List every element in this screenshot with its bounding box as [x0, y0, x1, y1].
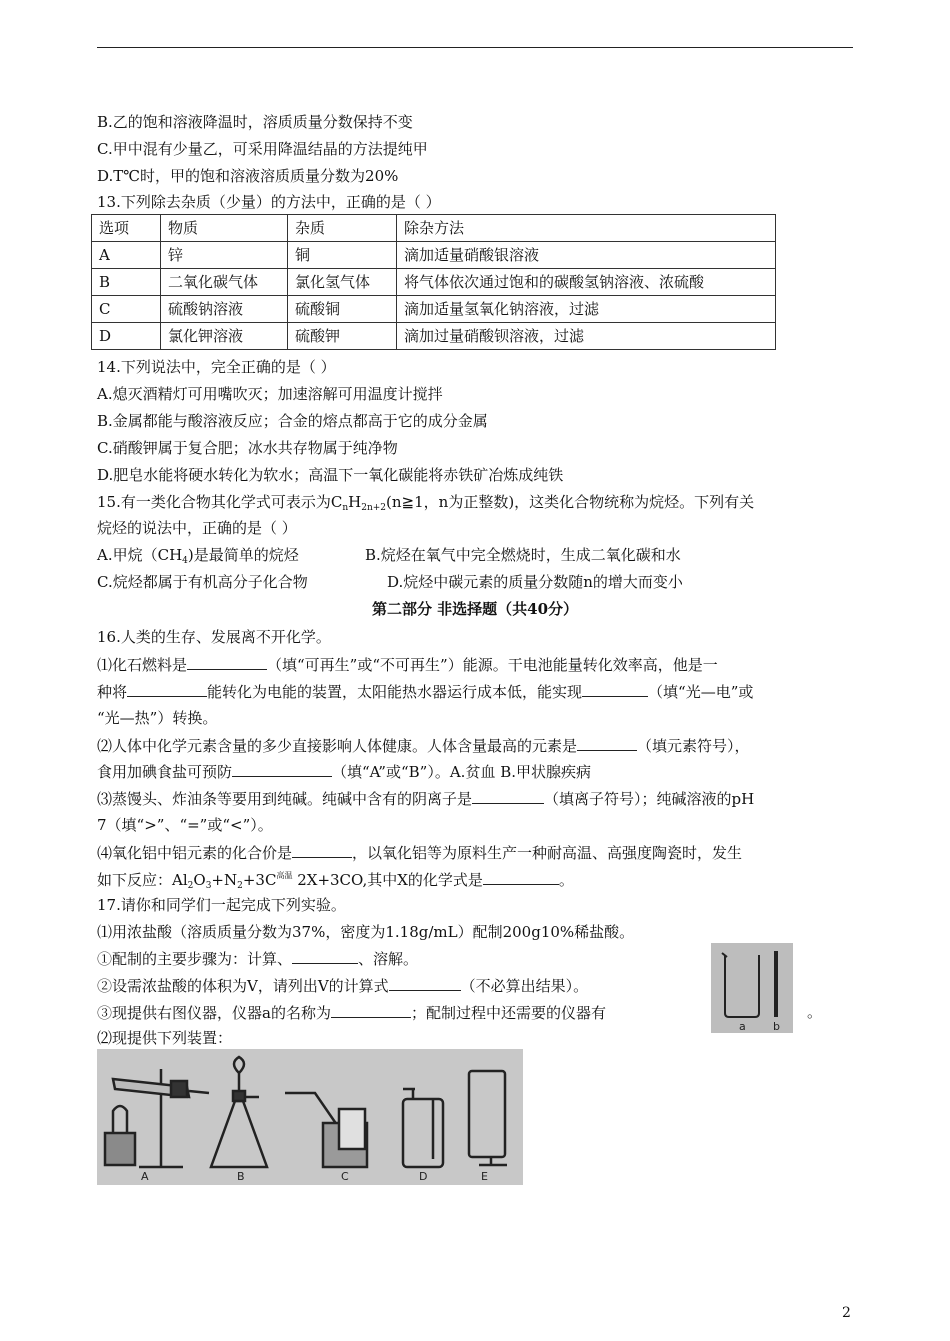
q17-step1: [97, 948, 418, 969]
apparatus-label: C: [341, 1170, 349, 1183]
q16-part3: [97, 788, 754, 809]
table-header-cell: 选项: [92, 215, 161, 242]
answer-blank[interactable]: [483, 869, 559, 885]
apparatus-label: A: [141, 1170, 149, 1183]
answer-blank[interactable]: [232, 761, 332, 777]
table-cell: 将气体依次通过饱和的碳酸氢钠溶液、浓硫酸: [397, 269, 776, 296]
table-header-cell: 除杂方法: [397, 215, 776, 242]
q14-option-c: C.硝酸钾属于复合肥；冰水共存物属于纯净物: [97, 439, 398, 457]
q15-option-c: C.烷烃都属于有机高分子化合物: [97, 573, 308, 591]
beaker-rod-figure: [711, 943, 793, 1033]
q16-part4-equation: [97, 869, 574, 896]
q16-text: （填离子符号）；纯碱溶液的pH: [544, 790, 755, 808]
q17-part2: ⑵现提供下列装置：: [97, 1029, 233, 1047]
answer-blank[interactable]: [127, 681, 207, 697]
table-row: [92, 242, 776, 269]
q16-text: （填“可再生”或“不可再生”）能源。干电池能量转化效率高，他是一: [267, 656, 718, 674]
header-rule: [97, 47, 853, 48]
q15-stem-line2: 烷烃的说法中，正确的是（ ）: [97, 519, 297, 537]
equation-subscript: 2: [237, 881, 243, 891]
q16-text: （填“光—电”或: [648, 683, 754, 701]
q14-option-d: D.肥皂水能将硬水转化为软水；高温下一氧化碳能将赤铁矿冶炼成纯铁: [97, 466, 564, 484]
table-header-cell: 杂质: [288, 215, 397, 242]
answer-blank[interactable]: [389, 975, 461, 991]
apparatus-label: E: [481, 1170, 488, 1183]
equation-subscript: 3: [205, 881, 212, 891]
q17-text: ②设需浓盐酸的体积为V，请列出V的计算式: [97, 977, 389, 995]
table-cell: A: [92, 242, 161, 269]
apparatus-label: D: [419, 1170, 428, 1183]
q17-text: ③现提供右图仪器，仪器a的名称为: [97, 1004, 331, 1022]
q15-option-d: D.烷烃中碳元素的质量分数随n的增大而变小: [387, 573, 683, 591]
beaker-icon: [725, 955, 759, 1017]
table-cell: C: [92, 296, 161, 323]
answer-blank[interactable]: [292, 948, 358, 964]
table-cell: 锌: [161, 242, 288, 269]
table-cell: 滴加过量硝酸钡溶液，过滤: [397, 323, 776, 350]
q17-step2: [97, 975, 588, 996]
answer-blank[interactable]: [472, 788, 544, 804]
table-cell: 滴加适量氢氧化钠溶液，过滤: [397, 296, 776, 323]
equation-text: O: [193, 871, 206, 889]
q16-text: ⑶蒸馒头、炸油条等要用到纯碱。纯碱中含有的阴离子是: [97, 790, 473, 808]
beaker-rod-drawing: [711, 943, 793, 1033]
answer-blank[interactable]: [292, 842, 352, 858]
apparatus-b-icon: [211, 1057, 267, 1167]
answer-blank[interactable]: [187, 654, 267, 670]
table-row: [92, 323, 776, 350]
table-header-row: [92, 215, 776, 242]
equation-text: +3C: [242, 871, 277, 889]
q15-stem-text: (n≧1，n为正整数)，这类化合物统称为烷烃。下列有关: [386, 493, 755, 511]
q17-step3-end: 。: [807, 1003, 823, 1021]
q16-text: ，以氧化铝等为原料生产一种耐高温、高强度陶瓷时，发生: [352, 844, 743, 862]
q15-formula-h: H: [348, 493, 362, 511]
q15-subscript: 2n+2: [361, 503, 387, 513]
q15-option-a-text: )是最简单的烷烃: [187, 546, 299, 564]
q17-step3: [97, 1002, 606, 1023]
table-row: [92, 269, 776, 296]
equation-text: +N: [211, 871, 238, 889]
apparatus-c-icon: [285, 1093, 367, 1167]
apparatus-label: B: [237, 1170, 245, 1183]
q15-option-b: B.烷烃在氧气中完全燃烧时，生成二氧化碳和水: [365, 546, 681, 564]
q16-text: 种将: [97, 683, 128, 701]
q16-text: 能转化为电能的装置，太阳能热水器运行成本低，能实现: [207, 683, 583, 701]
q13-stem: 13.下列除去杂质（少量）的方法中，正确的是（ ）: [97, 193, 441, 211]
equation-text: 如下反应：Al: [97, 871, 188, 889]
q16-text: ⑴化石燃料是: [97, 656, 188, 674]
q17-part1: ⑴用浓盐酸（溶质质量分数为37%，密度为1.18g/mL）配制200g10%稀盐酸。: [97, 923, 635, 941]
q12-option-d: D.T℃时，甲的饱和溶液溶质质量分数为20%: [97, 167, 399, 185]
q15-option-a-text: A.甲烷（CH: [97, 546, 183, 564]
q14-option-b: B.金属都能与酸溶液反应；合金的熔点都高于它的成分金属: [97, 412, 488, 430]
q16-stem: 16.人类的生存、发展离不开化学。: [97, 628, 331, 646]
q16-text: ⑵人体中化学元素含量的多少直接影响人体健康。人体含量最高的元素是: [97, 737, 578, 755]
table-cell: B: [92, 269, 161, 296]
q13-table: [91, 214, 776, 350]
table-cell: D: [92, 323, 161, 350]
equation-text: 。: [558, 871, 574, 889]
q17-stem: 17.请你和同学们一起完成下列实验。: [97, 896, 346, 914]
answer-blank[interactable]: [331, 1002, 411, 1018]
q16-part1-line2: [97, 681, 753, 702]
q16-text: 食用加碘食盐可预防: [97, 763, 233, 781]
q12-option-c: C.甲中混有少量乙，可采用降温结晶的方法提纯甲: [97, 140, 428, 158]
answer-blank[interactable]: [582, 681, 648, 697]
glass-rod-icon: [774, 951, 778, 1017]
table-header-cell: 物质: [161, 215, 288, 242]
q14-stem: 14.下列说法中，完全正确的是（ ）: [97, 358, 336, 376]
q15-stem-text: 15.有一类化合物其化学式可表示为C: [97, 493, 343, 511]
table-cell: 硫酸钠溶液: [161, 296, 288, 323]
q16-part1-line3: “光—热”）转换。: [97, 709, 218, 727]
table-cell: 铜: [288, 242, 397, 269]
figure-label: b: [773, 1020, 780, 1033]
q16-text: ⑷氧化铝中铝元素的化合价是: [97, 844, 293, 862]
table-cell: 硫酸铜: [288, 296, 397, 323]
section-title: 第二部分 非选择题（共40分）: [371, 600, 579, 618]
q17-text: ；配制过程中还需要的仪器有: [410, 1004, 606, 1022]
q12-option-b: B.乙的饱和溶液降温时，溶质质量分数保持不变: [97, 113, 413, 131]
equation-text: 2X+3CO,其中X的化学式是: [292, 871, 483, 889]
q16-part2: [97, 735, 750, 756]
apparatus-d-icon: [403, 1089, 443, 1167]
lab-apparatus-figure: [97, 1049, 523, 1185]
q16-part4: [97, 842, 742, 863]
apparatus-e-icon: [469, 1071, 507, 1165]
q17-text: （不必算出结果）。: [460, 977, 589, 995]
q15-subscript: n: [342, 503, 349, 513]
q16-part2-line2: [97, 761, 591, 782]
reaction-condition: 高温: [276, 871, 293, 880]
q15-option-a: [97, 545, 299, 571]
table-cell: 硫酸钾: [288, 323, 397, 350]
q16-part3-line2: 7（填“>”、“=”或“<”）。: [97, 816, 273, 834]
table-cell: 二氧化碳气体: [161, 269, 288, 296]
apparatus-drawing: [97, 1049, 523, 1185]
apparatus-a-icon: [105, 1069, 209, 1167]
page-number: 2: [842, 1305, 851, 1321]
table-cell: 氯化钾溶液: [161, 323, 288, 350]
table-cell: 氯化氢气体: [288, 269, 397, 296]
q17-text: 、溶解。: [358, 950, 419, 968]
table-cell: 滴加适量硝酸银溶液: [397, 242, 776, 269]
q15-subscript: 4: [182, 556, 188, 566]
q16-text: （填“A”或“B”）。A.贫血 B.甲状腺疾病: [332, 763, 592, 781]
table-row: [92, 296, 776, 323]
answer-blank[interactable]: [577, 735, 637, 751]
q15-stem: [97, 492, 754, 518]
q17-text: ①配制的主要步骤为：计算、: [97, 950, 293, 968]
figure-label: a: [739, 1020, 746, 1033]
equation-subscript: 2: [187, 881, 194, 891]
q16-text: （填元素符号），: [637, 737, 750, 755]
q16-part1: [97, 654, 718, 675]
q14-option-a: A.熄灭酒精灯可用嘴吹灭；加速溶解可用温度计搅拌: [97, 385, 443, 403]
